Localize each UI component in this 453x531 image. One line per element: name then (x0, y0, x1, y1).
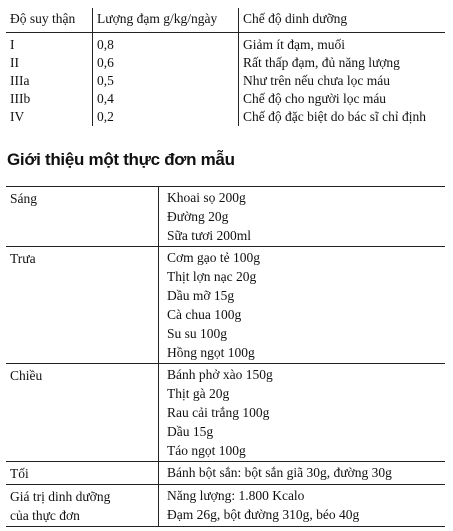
stage-cell: I (10, 37, 15, 52)
protein-cell: 0,8 (93, 33, 239, 55)
meal-label (6, 485, 159, 527)
menu-row-dinner (6, 462, 445, 485)
menu-item: Thịt lợn nạc 20g (167, 269, 257, 284)
diet-cell: Như trên nếu chưa lọc máu (239, 72, 446, 90)
meal-items (159, 364, 446, 462)
meal-label: Chiều (6, 364, 159, 462)
menu-item: Dầu 15g (167, 424, 214, 439)
menu-item: Năng lượng: 1.800 Kcalo (167, 488, 305, 503)
menu-row-afternoon (6, 364, 445, 462)
stage-cell: II (10, 55, 19, 70)
protein-cell: 0,6 (93, 54, 239, 72)
table-header-row (6, 8, 445, 33)
nutrition-label: Giá trị dinh dưỡng của thực đơn (10, 489, 111, 523)
table-row (6, 72, 445, 90)
stage-cell: IV (10, 109, 25, 124)
header-protein: Lượng đạm g/kg/ngày (93, 8, 239, 33)
menu-row-lunch (6, 247, 445, 364)
diet-cell: Rất thấp đạm, đủ năng lượng (239, 54, 446, 72)
protein-cell: 0,2 (93, 108, 239, 126)
table-row (6, 90, 445, 108)
table-row (6, 33, 445, 55)
menu-item: Cơm gạo tẻ 100g (167, 250, 261, 265)
diet-cell: Chế độ đặc biệt do bác sĩ chỉ định (239, 108, 446, 126)
menu-item: Bánh phở xào 150g (167, 367, 273, 382)
header-diet: Chế độ dinh dưỡng (239, 8, 446, 33)
protein-cell: 0,4 (93, 90, 239, 108)
protein-table (6, 8, 445, 126)
meal-label: Sáng (10, 191, 37, 206)
menu-item: Dầu mỡ 15g (167, 288, 235, 303)
diet-cell: Chế độ cho người lọc máu (239, 90, 446, 108)
menu-item: Táo ngọt 100g (167, 443, 246, 458)
meal-label: Tối (6, 462, 159, 485)
table-row (6, 54, 445, 72)
menu-item: Sữa tươi 200ml (167, 228, 252, 243)
menu-item: Cà chua 100g (167, 307, 242, 322)
menu-item: Đường 20g (167, 209, 229, 224)
meal-items (159, 187, 446, 247)
menu-row-breakfast (6, 187, 445, 247)
meal-items (159, 247, 446, 364)
menu-item: Thịt gà 20g (167, 386, 230, 401)
header-stage: Độ suy thận (6, 8, 93, 33)
menu-item: Su su 100g (167, 326, 228, 341)
menu-item: Bánh bột sắn: bột sắn giã 30g, đường 30g (167, 465, 392, 480)
protein-cell: 0,5 (93, 72, 239, 90)
meal-items (159, 485, 446, 527)
stage-cell: IIIa (10, 73, 30, 88)
menu-item: Khoai sọ 200g (167, 190, 246, 205)
diet-cell: Giảm ít đạm, muối (239, 33, 446, 55)
menu-item: Hồng ngọt 100g (167, 345, 255, 360)
menu-row-nutrition (6, 485, 445, 527)
menu-table (6, 186, 445, 527)
stage-cell: IIIb (10, 91, 31, 106)
meal-items (159, 462, 446, 485)
menu-item: Rau cải trắng 100g (167, 405, 270, 420)
menu-item: Đạm 26g, bột đường 310g, béo 40g (167, 507, 360, 522)
meal-label: Trưa (6, 247, 159, 364)
section-title: Giới thiệu một thực đơn mẫu (7, 150, 235, 169)
table-row (6, 108, 445, 126)
